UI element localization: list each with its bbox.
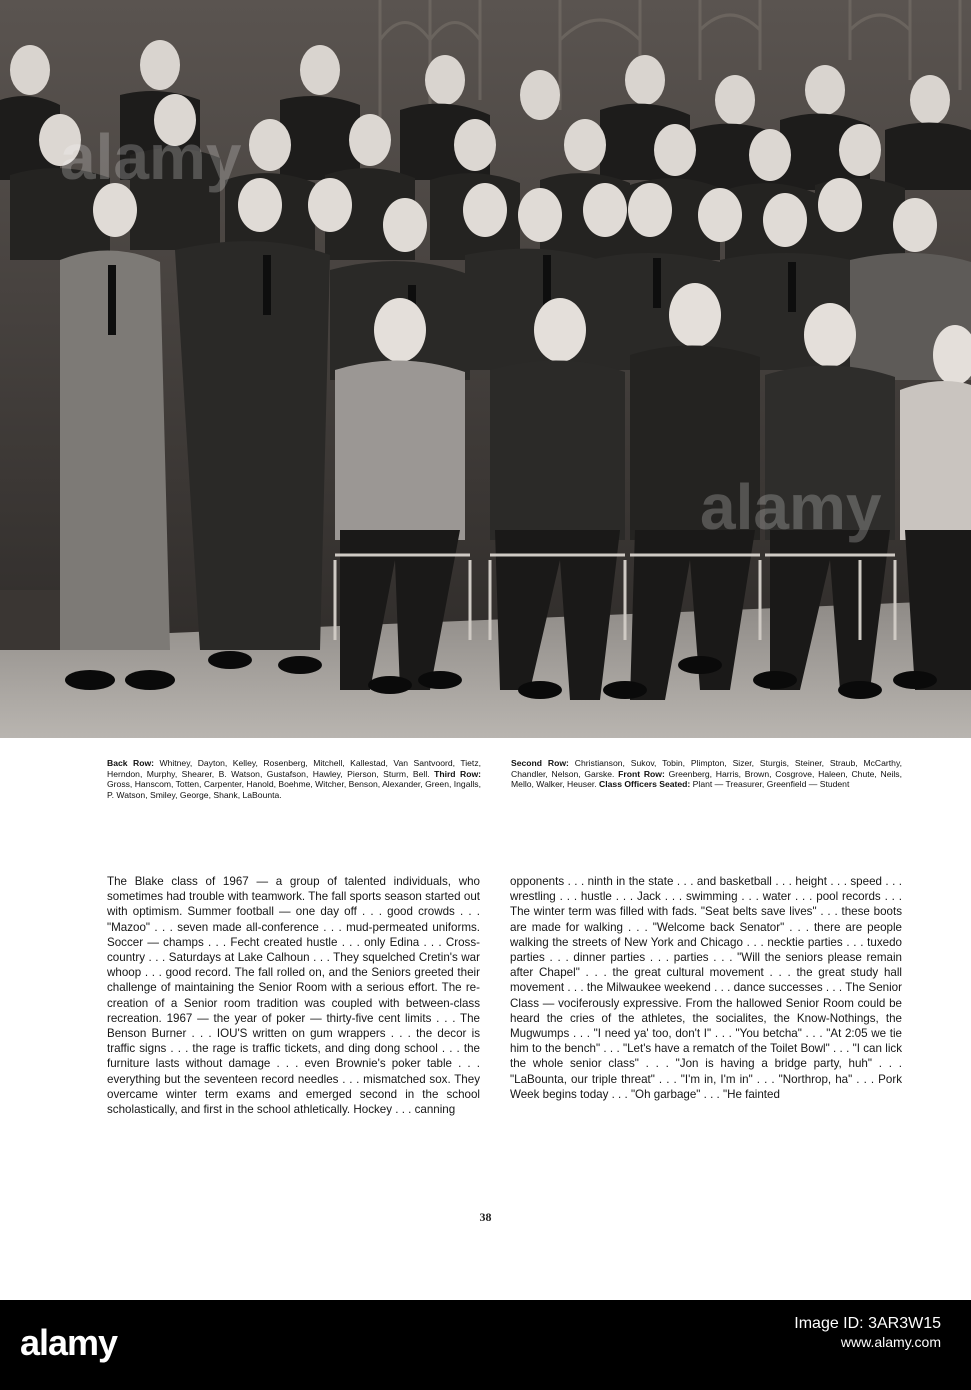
caption-third-row-label: Third Row: [434, 768, 482, 779]
caption-officers-names: Plant — Treasurer, Greenfield — Student [692, 779, 850, 790]
stock-footer-bar [0, 1300, 971, 1390]
caption-front-row-label: Front Row: [618, 768, 665, 779]
caption-back-row-names: Whitney, Dayton, Kelley, Rosenberg, Mitchell, Kallestad, Van Santvoord, Tietz, Herndon, Murphy, Shearer, B. Watson, Gustafson, Hawley, Pierson, Sturm, Bell. [107, 758, 482, 779]
caption-officers-label: Class Officers Seated: [599, 779, 691, 790]
caption-second-row-label: Second Row: [511, 758, 569, 768]
alamy-logo: alamy [20, 1322, 118, 1363]
caption-third-row-names: Gross, Hanscom, Totten, Carpenter, Hanold, Boehme, Witcher, Benson, Alexander, Green, Ingalls, P. Watson, Smiley, George, Shank, LaBounta. [107, 779, 481, 800]
article-left-column: The Blake class of 1967 — a group of talented individuals, who sometimes had trouble with teamwork. The fall sports season started out with optimism. Summer football — one day off . . . good crowds . . . "Mazoo" . . . seven made all-conference . . . mud-permeated uniforms. Soccer — champs . . . Fecht created hustle . . . only Edina . . . Cross-country . . . Saturdays at Lake Calhoun . . . They squelched Cretin's war whoop . . . good record. The fall rolled on, and the Seniors greeted their challenge of maintaining the Senior Room with a serious effort. The re-creation of a Senior room tradition was coupled with between-class recreation. 1967 — the year of poker — thirty-five cent limits . . . The Benson Burner . . . IOU'S written on gum wrappers . . . the decor is traffic signs . . . the rage is traffic tickets, and ding dong school . . . the furniture lasts without damage . . . even Brownie's poker table . . . everything but the seventeen record needles . . . mismatched sox. They overcame winter term exams and emerged second in the school scholastically, and first in the school athletically. Hockey . . . canning [107, 875, 480, 1117]
watermark-text: alamy [60, 121, 242, 193]
footer-meta [794, 1314, 941, 1352]
photo-caption-left [107, 758, 481, 800]
caption-back-row-label: Back Row: [107, 758, 154, 768]
caption-front-row-names: Greenberg, Harris, Brown, Cosgrove, Haleen, Chute, Neils, Mello, Walker, Heuser. [511, 768, 902, 790]
photo-caption-right [511, 758, 902, 790]
page-number: 38 [479, 1210, 492, 1224]
image-id-label: Image ID: 3AR3W15 [794, 1315, 941, 1332]
caption-second-row-names: Christianson, Sukov, Tobin, Plimpton, Sizer, Sturgis, Steiner, Straub, McCarthy, Chandler, Nelson, Garske. [511, 758, 902, 779]
footer-url: www.alamy.com [840, 1334, 941, 1350]
article-right-column: opponents . . . ninth in the state . . . and basketball . . . height . . . speed . . . wrestling . . . hustle . . . Jack . . . swimming . . . water . . . pool records . . . The winter term was filled with fads. "Seat belts save lives" . . . these boots are made for walking . . . "Welcome back Senator" . . . there are people walking the streets of New York and Chicago . . . necktie parties . . . tuxedo parties . . . dinner parties . . . parties . . . "Will the seniors please remain after Chapel" . . . the great cultural movement . . . the great study hall movement . . . the Milwaukee weekend . . . dance successes . . . The Senior Class — vociferously expressive. From the hallowed Senior Room could be heard the cries of the athletes, the socialites, the Know-Nothings, the Mugwumps . . . "I need ya' too, don't I" . . . "You betcha" . . . "At 2:05 we tie him to the bench" . . . "Let's have a rematch of the Toilet Bowl" . . . "I can lick the whole senior class" . . . "Jon is having a bridge party, huh" . . . "LaBounta, our triple threat" . . . "I'm in, I'm in" . . . "Northrop, ha" . . . Pork Week begins today . . . "Oh garbage" . . . "He fainted [510, 875, 902, 1101]
watermark-text-2: alamy [700, 471, 882, 543]
